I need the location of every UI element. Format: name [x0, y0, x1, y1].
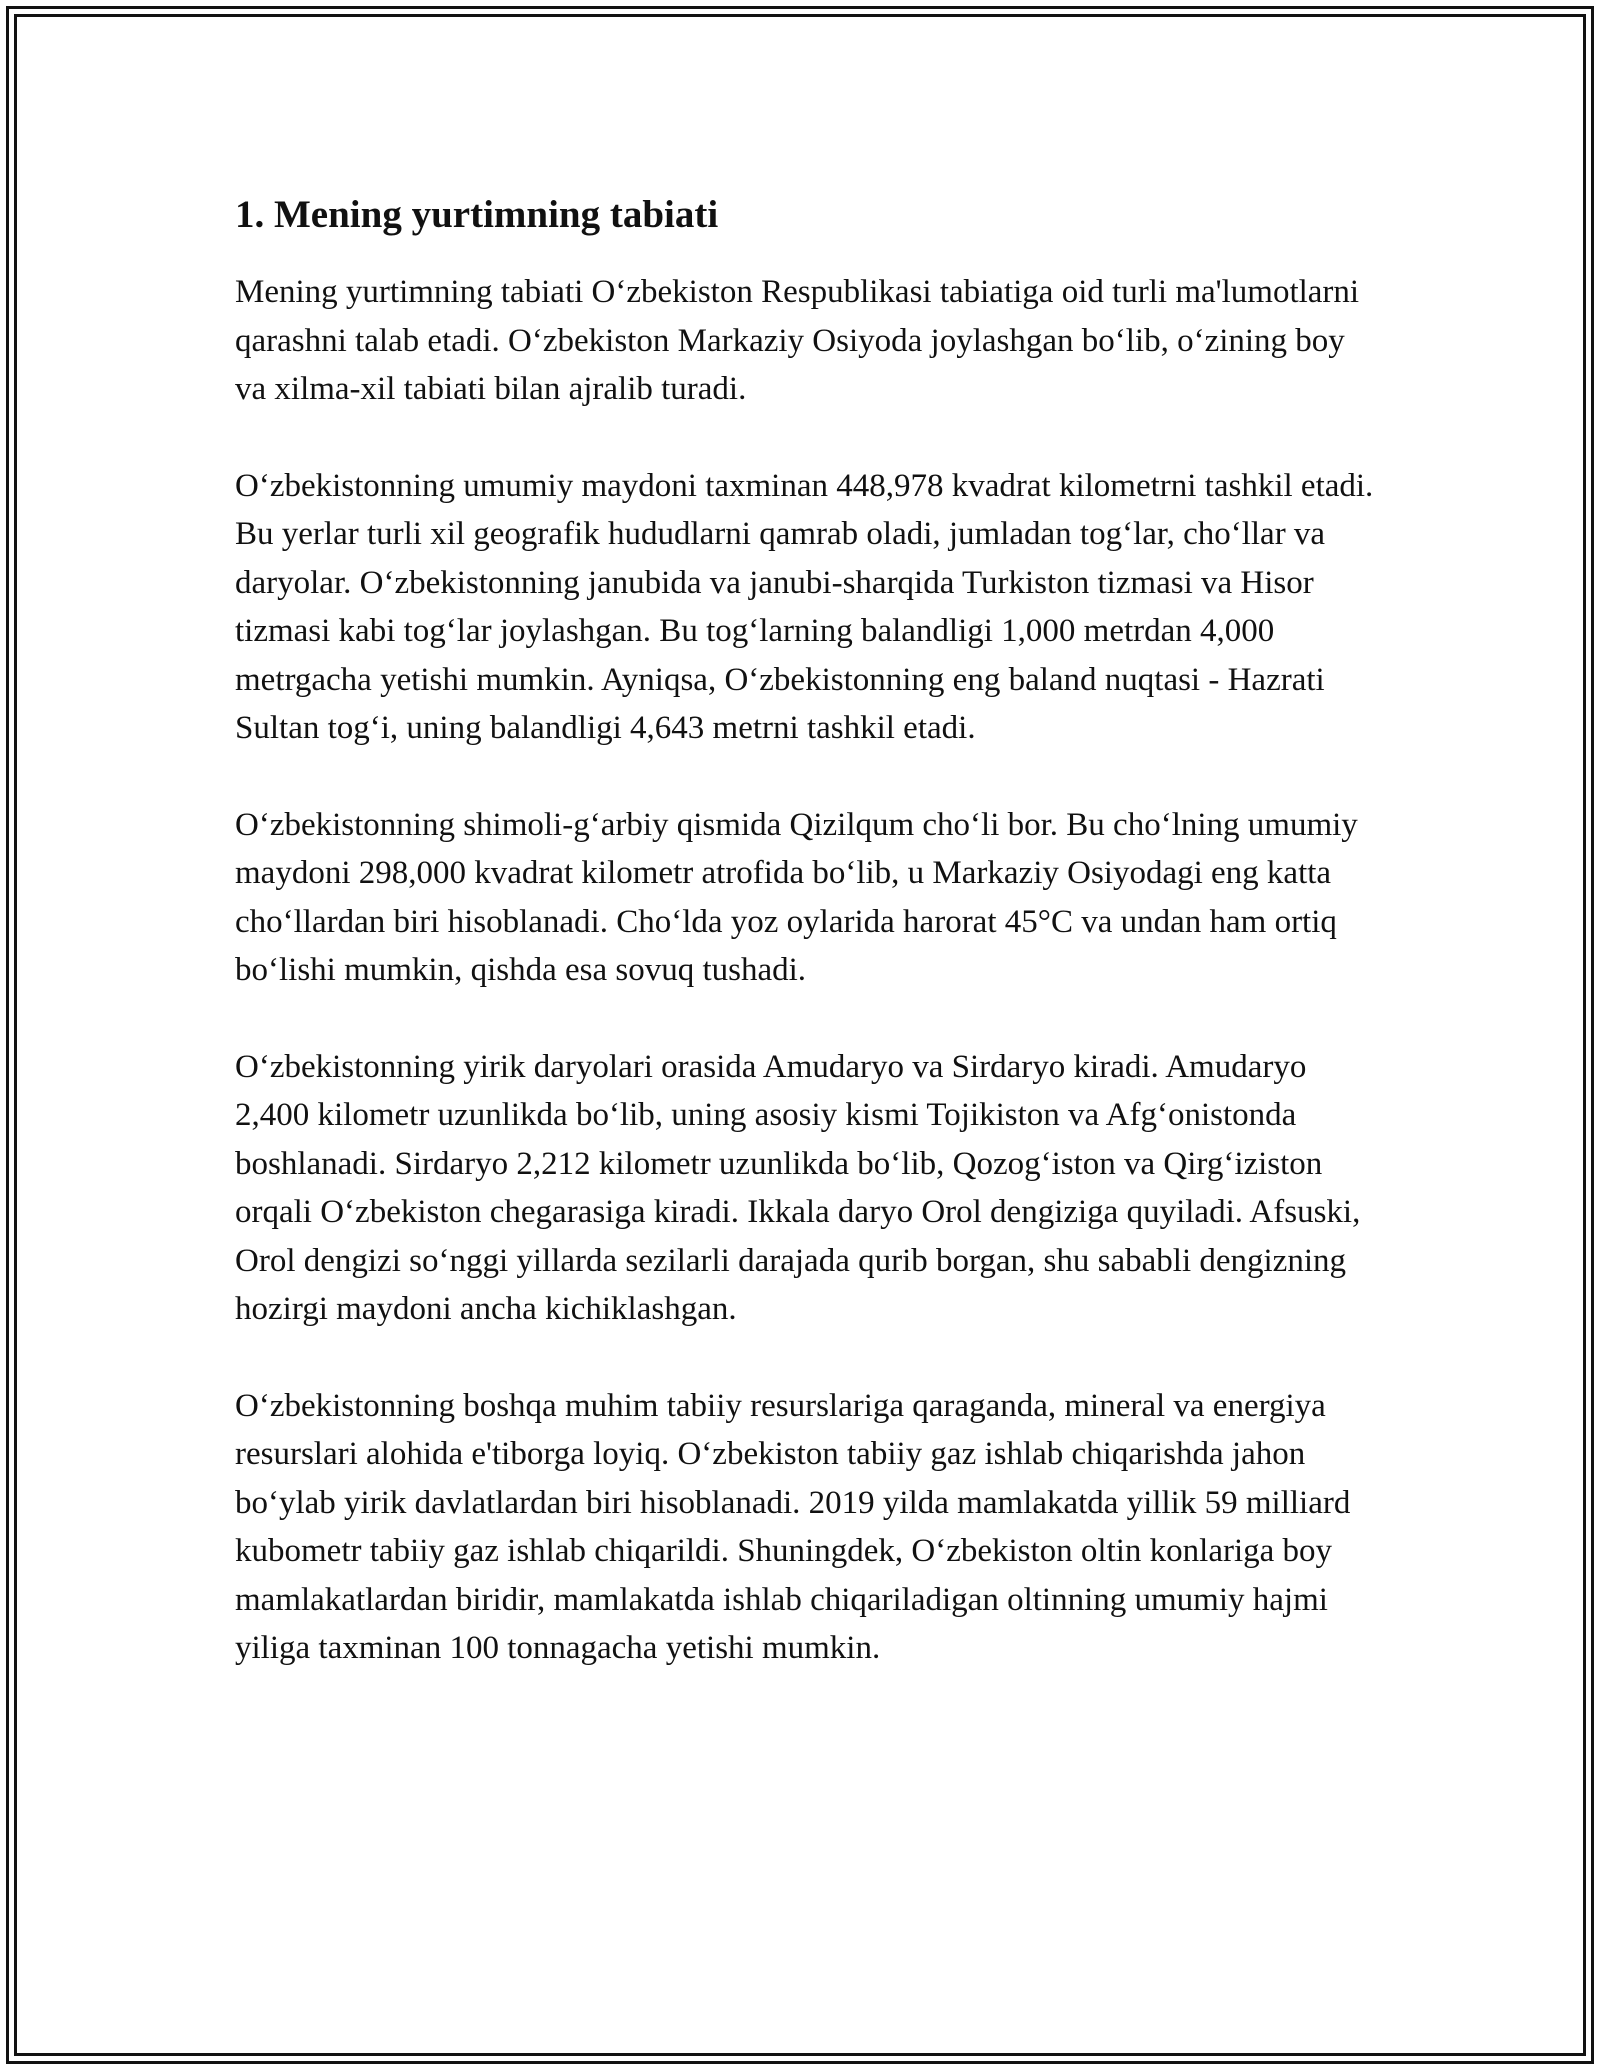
paragraph-rivers: O‘zbekistonning yirik daryolari orasida Amudaryo va Sirdaryo kiradi. Amudaryo 2,400 kilometr uzunlikda bo‘lib, uning asosiy kismi Tojikiston va Afg‘onistonda boshlanadi. Sirdaryo 2,212 kilometr uzunlikda bo‘lib, Qozog‘iston va Qirg‘iziston orqali O‘zbekiston chegarasiga kiradi. Ikkala daryo Orol dengiziga quyiladi. Afsuski, Orol dengizi so‘nggi yillarda sezilarli darajada qurib borgan, shu sababli dengizning hozirgi maydoni ancha kichiklashgan. [235, 1048, 1361, 1327]
paragraph-intro: Mening yurtimning tabiati O‘zbekiston Respublikasi tabiatiga oid turli ma'lumotlarni qarashni talab etadi. O‘zbekiston Markaziy Osiyoda joylashgan bo‘lib, o‘zining boy va xilma-xil tabiati bilan ajralib turadi. [235, 274, 1360, 407]
paragraph-kyzylkum-desert: O‘zbekistonning shimoli-g‘arbiy qismida Qizilqum cho‘li bor. Bu cho‘lning umumiy maydoni 298,000 kvadrat kilometr atrofida bo‘lib, u Markaziy Osiyodagi eng katta cho‘llardan biri hisoblanadi. Cho‘lda yoz oylarida harorat 45°C va undan ham ortiq bo‘lishi mumkin, qishda esa sovuq tushadi. [235, 806, 1358, 988]
document-body [235, 186, 1375, 1721]
paragraph-resources: O‘zbekistonning boshqa muhim tabiiy resurslariga qaraganda, mineral va energiya resurslari alohida e'tiborga loyiq. O‘zbekiston tabiiy gaz ishlab chiqarishda jahon bo‘ylab yirik davlatlardan biri hisoblanadi. 2019 yilda mamlakatda yillik 59 milliard kubometr tabiiy gaz ishlab chiqarildi. Shuningdek, O‘zbekiston oltin konlariga boy mamlakatlardan biridir, mamlakatda ishlab chiqariladigan oltinning umumiy hajmi yiliga taxminan 100 tonnagacha yetishi mumkin. [235, 1387, 1351, 1666]
paragraph-area-mountains: O‘zbekistonning umumiy maydoni taxminan 448,978 kvadrat kilometrni tashkil etadi. Bu yerlar turli xil geografik hududlarni qamrab oladi, jumladan tog‘lar, cho‘llar va daryolar. O‘zbekistonning janubida va janubi-sharqida Turkiston tizmasi va Hisor tizmasi kabi tog‘lar joylashgan. Bu tog‘larning balandligi 1,000 metrdan 4,000 metrgacha yetishi mumkin. Ayniqsa, O‘zbekistonning eng baland nuqtasi - Hazrati Sultan tog‘i, uning balandligi 4,643 metrni tashkil etadi. [235, 467, 1374, 746]
section-heading: 1. Mening yurtimning tabiati [235, 193, 719, 236]
